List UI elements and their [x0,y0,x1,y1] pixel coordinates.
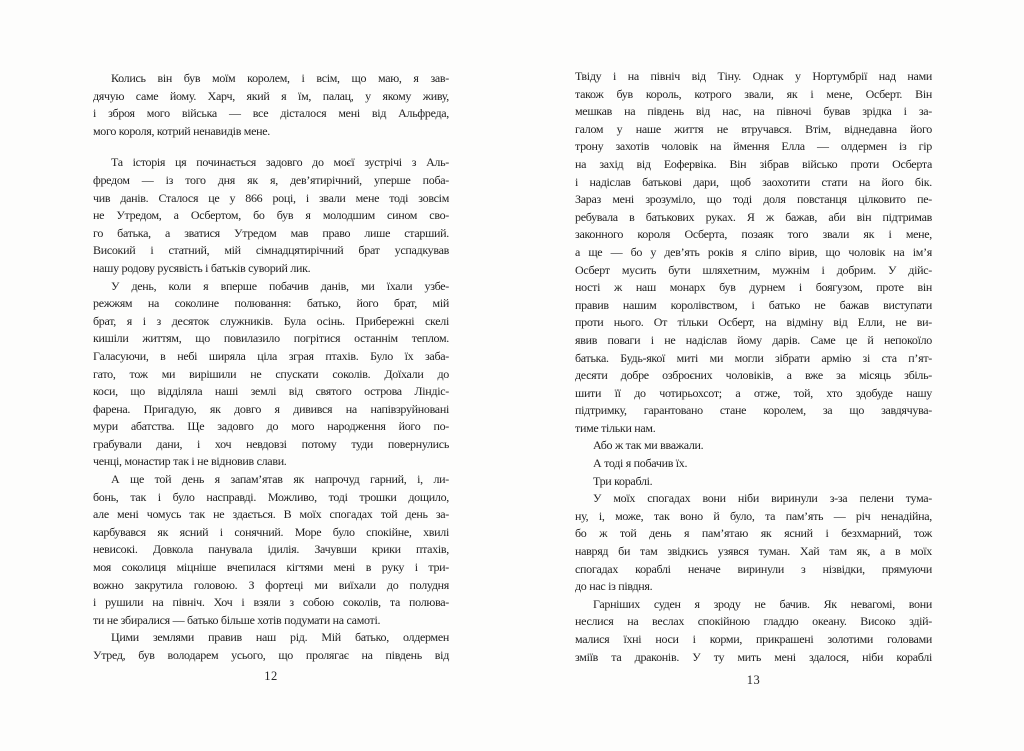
text-line: Твіду і на північ від Тіну. Однак у Нортумбрії над нами [575,69,932,83]
text-line: мури абатства. Ще задовго до мого народження його по- [93,419,449,434]
right-page-text [575,68,932,666]
text-line: Осберт мусить бути шляхетним, мужнім і добрим. У дійс- [575,262,932,277]
text-line: і надіслав батькові дари, щоб заохотити стати на його бік. [575,174,932,189]
text-line: Галасуючи, в небі ширяла ціла зграя птахів. Було їх заба- [93,348,449,363]
paragraph [575,490,932,596]
left-page-text [93,70,449,665]
text-line: Три кораблі. [593,473,653,488]
text-line: законного короля Осберта, позаяк того звали як і мене, [575,227,932,242]
text-line: У день, коли я вперше побачив данів, ми їхали узбе- [111,278,449,293]
text-line: карбувався як ясний і сонячний. Море було спокійне, хвилі [93,524,449,539]
paragraph [575,437,932,455]
text-line: кишіли життям, що повилазило погрітися останнім теплом. [93,331,449,346]
right-page [512,0,1024,751]
text-line: явив поваги і не надіслав йому дарів. Саме це й непокоїло [575,332,932,347]
right-page-number: 13 [746,673,761,687]
text-line: і рушили на північ. Хоч і взяли з собою соколів, та полюва- [93,595,449,610]
text-line: трону захотів чоловік на ймення Елла — олдермен із гір [575,139,932,154]
text-line: а ще — бо у дев’ять років я сліпо вірив, що чоловік на ім’я [575,244,932,259]
text-line: фарена. Пригадую, як довго я дивився на напівзруйновані [93,401,449,416]
text-line: вожно закрутила головою. З фортеці ми виїхали до полудня [93,577,449,592]
text-line: батька. Будь-якої миті ми могли зібрати армію зі ста п’ят- [575,350,932,365]
text-line: також був король, котрого звали, як і мене, Осберт. Він [575,86,932,101]
paragraph [575,68,932,437]
text-line: малися їхні носи і корми, прикрашені золотими головами [575,632,932,646]
text-line: го батька, а зватися Утредом мав право лише старший. [93,225,449,240]
text-line: Високий і статний, мій сімнадцятирічний брат успадкував [93,243,449,258]
text-line: галом у наше життя не втручався. Втім, віднедавна його [575,121,932,136]
text-line: ності ж наш монарх був дурнем і боягузом, проте він [575,280,932,295]
text-line: Та історія ця починається задовго до моєї зустрічі з Аль- [111,155,449,170]
text-line: чив данів. Сталося це у 866 році, і звали мене тоді зовсім [93,190,449,205]
text-line: Колись він був моїм королем, і всім, що маю, я зав- [111,71,449,85]
text-line: Або ж так ми вважали. [593,438,704,453]
text-line: А тоді я побачив їх. [593,456,688,471]
text-line: брат, я і з десяток служників. Була осінь. Прибережні скелі [93,313,449,328]
paragraph [93,278,449,472]
paragraph [575,473,932,491]
paragraph [93,629,449,664]
text-line: грабували дани, і хоч невдовзі потому туди повернулись [93,436,449,451]
paragraph [93,154,449,277]
paragraph [575,455,932,473]
text-line: Гарніших суден я зроду не бачив. Як невагомі, вони [593,596,932,611]
text-line: Зараз мені зрозуміло, що тоді доля повстанця цілковито пе- [575,192,932,207]
text-line: мешкав на південь від нас, на півночі бував зрідка і за- [575,104,932,119]
text-line: коси, що відділяла наші землі від святого острова Ліндіс- [93,384,449,399]
text-line: на захід від Еофервіка. Він зібрав військо проти Осберта [575,156,932,171]
text-line: правив нашим королівством, і батько не бажав виступати [575,297,932,312]
paragraph [93,70,449,140]
text-line: десяти добре озброєних чоловіків, а вже за місяць збіль- [575,368,932,383]
text-line: ребувала в батькових руках. Я ж бажав, аби він підтримав [575,209,932,224]
text-line: неслися на веслах спокійною гладдю океану. Високо здій- [575,614,932,629]
text-line: ти не збиралися — батько більше хотів подумати на самоті. [93,612,381,627]
text-line: фредом — із того дня як я, дев’ятирічний, уперше поба- [93,172,449,187]
text-line: бо ж той день я пам’ятаю як ясний і безхмарний, тож [575,526,932,541]
text-line: Цими землями правив наш рід. Мій батько, олдермен [111,630,449,645]
text-line: Утред, був володарем усього, що пролягає на південь від [93,648,449,662]
text-line: невисокі. Довкола панувала ідилія. Зачувши крики птахів, [93,542,449,557]
text-line: спогадах кораблі неначе виринули з нізвідки, прямуючи [575,561,932,576]
text-line: гато, тож ми вирішили не спускати соколів. Доїхали до [93,366,449,381]
text-line: бонь, так і було насправді. Можливо, тоді трошки дощило, [93,489,449,504]
paragraph [575,596,932,666]
text-line: тиме тільки нам. [575,420,656,435]
text-line: навряд би там звідкись узявся туман. Хай там як, а в моїх [575,544,932,559]
text-line: дячую саме йому. Харч, який я їм, палац, у якому живу, [93,88,449,103]
text-line: не Утредом, а Осбертом, бо був я молодшим сином сво- [93,208,449,223]
text-line: А ще той день я запам’ятав як напрочуд гарний, і, ли- [111,472,449,487]
text-line: проти нього. От тільки Осберт, на відміну від Елли, не ви- [575,315,932,330]
text-line: шити її до чотирьохсот; а отже, той, хто здобуде нашу [575,385,932,400]
text-line: до нас із півдня. [575,579,653,594]
text-line: моя соколиця міцніше вчепилася кігтями мені в руку і три- [93,560,449,575]
text-line: але мені чомусь так не здається. В моїх спогадах той день за- [93,507,449,522]
text-line: підтримку, гарантовано стане королем, за що завдячува- [575,403,932,418]
text-line: ченці, монастир так і не відновив слави. [93,454,287,469]
text-line: мого короля, котрий ненавидів мене. [93,123,270,138]
left-page-number: 12 [264,669,278,683]
text-line: ну, і, може, так воно й було, та пам’ять — річ ненадійна, [575,508,932,523]
text-line: і зброя мого війська — все дісталося мені від Альфреда, [93,106,449,121]
text-line: режжям на соколине полювання: батько, його брат, мій [93,296,449,311]
paragraph [93,471,449,629]
text-line: У моїх спогадах вони ніби виринули з-за пелени тума- [593,491,932,506]
text-line: зміїв та драконів. У ту мить мені здалося, ніби кораблі [575,649,932,664]
text-line: нашу родову русявість і батьків суворий лик. [93,260,311,275]
